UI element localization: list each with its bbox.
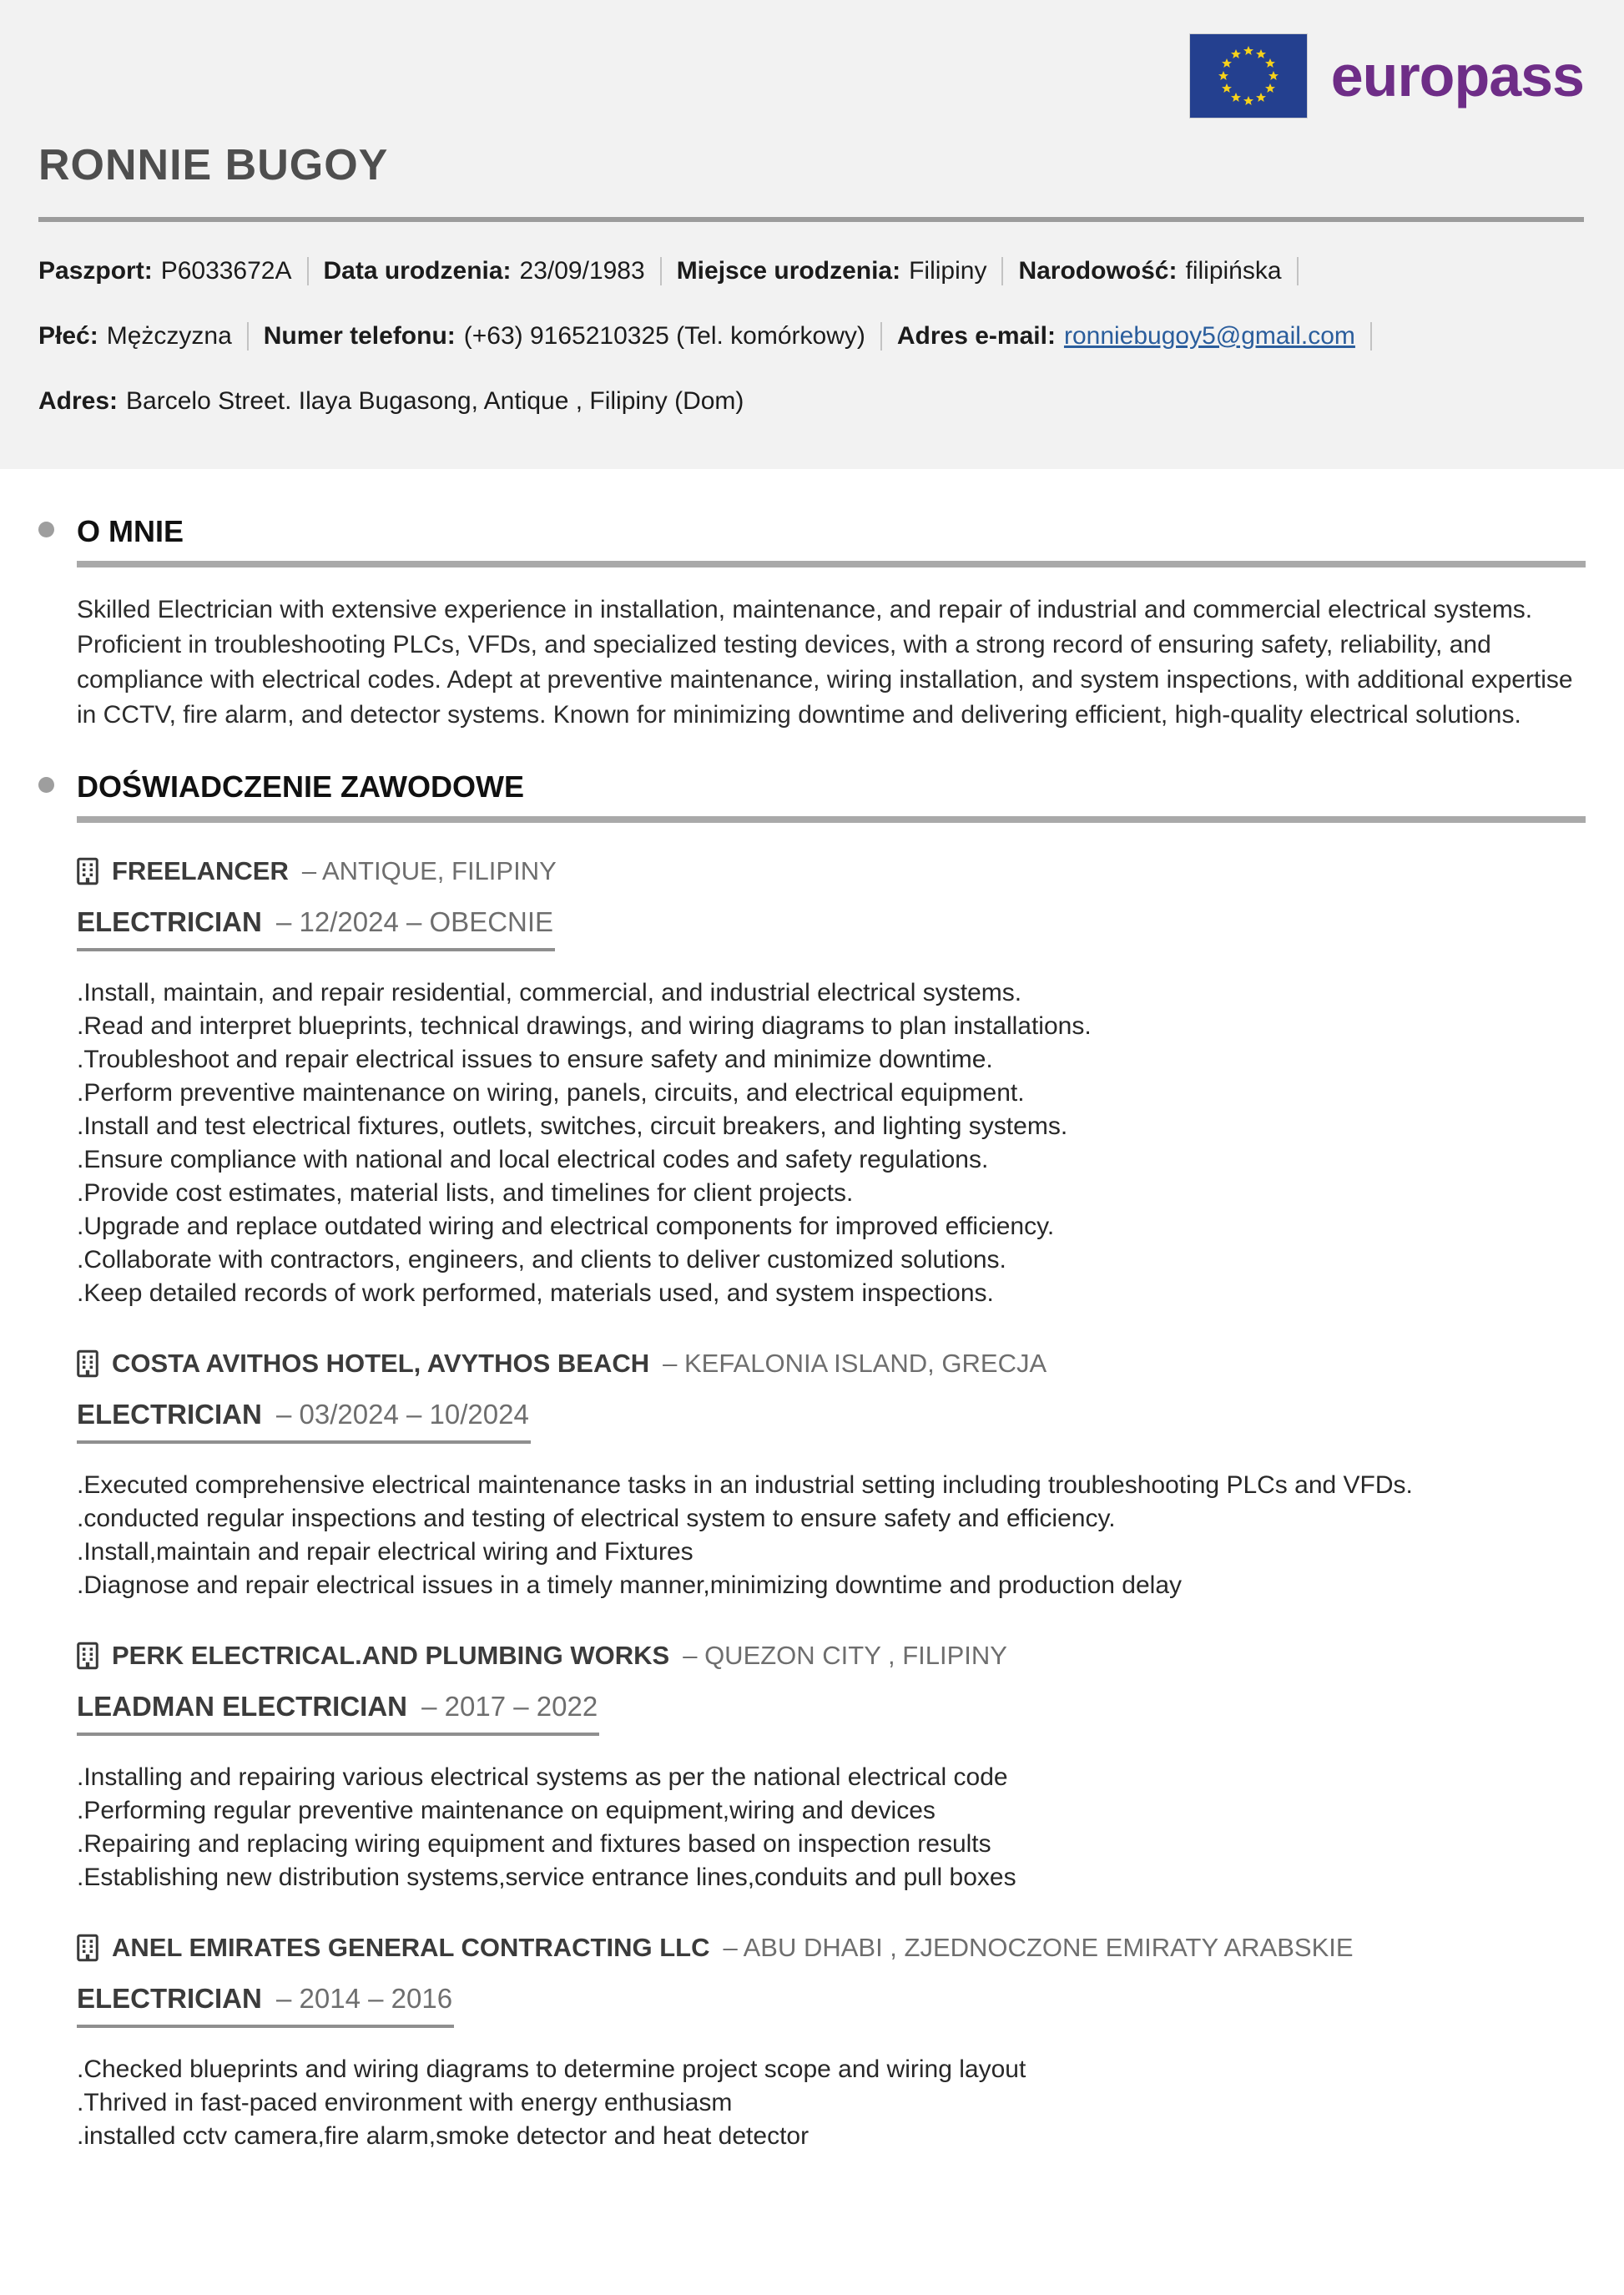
info-field-label: Miejsce urodzenia:	[676, 257, 901, 285]
europass-wordmark: europass	[1330, 43, 1584, 108]
info-row	[38, 257, 1584, 285]
job-duties	[77, 976, 1495, 1310]
job-location: – ABU DHABI , ZJEDNOCZONE EMIRATY ARABSKIE	[723, 1933, 1354, 1962]
duty-line: .Executed comprehensive electrical maintenance tasks in an industrial setting including troubleshooting PLCs and VFDs.	[77, 1471, 1413, 1499]
info-field	[324, 257, 645, 285]
about-section-divider	[77, 561, 1586, 567]
duty-line: .Provide cost estimates, material lists, and timelines for client projects.	[77, 1179, 854, 1207]
job-role: ELECTRICIAN	[77, 1983, 262, 2014]
info-field-label: Narodowość:	[1018, 257, 1178, 285]
info-field-label: Data urodzenia:	[323, 257, 512, 285]
duty-line: .Diagnose and repair electrical issues in a timely manner,minimizing downtime and production delay	[77, 1571, 1182, 1599]
info-field	[264, 322, 865, 351]
europass-logo	[38, 33, 1584, 119]
section-bullet-icon	[38, 522, 54, 537]
job-title-underlined	[77, 1399, 531, 1444]
cv-body	[0, 469, 1624, 2153]
job-location: – QUEZON CITY , FILIPINY	[683, 1641, 1007, 1670]
info-field-value: 23/09/1983	[519, 257, 645, 285]
info-field-value: Barcelo Street. Ilaya Bugasong, Antique , Filipiny (Dom)	[126, 387, 744, 415]
info-field	[38, 322, 232, 351]
field-separator	[880, 322, 882, 351]
field-separator	[247, 322, 249, 351]
info-field-label: Adres:	[38, 387, 119, 415]
job-entry	[77, 1349, 1586, 1602]
experience-section-head	[77, 769, 1586, 823]
field-separator	[1370, 322, 1372, 351]
job-duties	[77, 1761, 1495, 1894]
duty-line: .Read and interpret blueprints, technical drawings, and wiring diagrams to plan installations.	[77, 1012, 1092, 1040]
building-icon	[77, 857, 98, 885]
job-title-underlined	[77, 906, 555, 951]
duty-line: .Installing and repairing various electrical systems as per the national electrical code	[77, 1763, 1008, 1791]
about-section-title: O MNIE	[77, 514, 184, 548]
building-icon	[77, 1642, 98, 1670]
info-field-label: Adres e-mail:	[896, 322, 1056, 350]
duty-line: .Keep detailed records of work performed, materials used, and system inspections.	[77, 1279, 994, 1307]
section-bullet-icon	[38, 777, 54, 793]
building-icon	[77, 1934, 98, 1962]
field-separator	[307, 257, 309, 285]
job-title-line	[77, 886, 1586, 951]
duty-line: .Install and test electrical fixtures, outlets, switches, circuit breakers, and lighting systems.	[77, 1112, 1068, 1140]
job-dates: – 03/2024 – 10/2024	[276, 1399, 529, 1430]
duty-line: .Troubleshoot and repair electrical issues to ensure safety and minimize downtime.	[77, 1046, 993, 1073]
info-field-value: P6033672A	[160, 257, 292, 285]
section-about	[77, 469, 1586, 733]
job-role: ELECTRICIAN	[77, 906, 262, 937]
email-link[interactable]: ronniebugoy5@gmail.com	[1063, 322, 1355, 350]
job-company-row	[77, 1933, 1586, 1963]
info-field	[897, 322, 1355, 351]
info-field-value: (+63) 9165210325 (Tel. komórkowy)	[463, 322, 865, 350]
about-paragraph: Skilled Electrician with extensive experience in installation, maintenance, and repair of industrial and commercial electrical systems. Proficient in troubleshooting PLCs, VFDs, and specialized testing devices, with a strong record of ensuring safety, reliability, and compliance with electrical codes. Adept at preventive maintenance, wiring installation, and system inspections, with additional expertise in CCTV, fire alarm, and detector systems. Known for minimizing downtime and delivering efficient, high-quality electrical solutions.	[77, 596, 1573, 729]
field-separator	[660, 257, 662, 285]
info-field	[38, 387, 744, 416]
info-field-value: Mężczyzna	[106, 322, 232, 350]
duty-line: .Install,maintain and repair electrical wiring and Fixtures	[77, 1538, 693, 1566]
building-icon	[77, 1349, 98, 1378]
job-company: FREELANCER	[112, 856, 289, 885]
job-title-line	[77, 1671, 1586, 1736]
job-company-row	[77, 1641, 1586, 1671]
about-section-head	[77, 514, 1586, 567]
info-field-value: filipińska	[1185, 257, 1282, 285]
duty-line: .Checked blueprints and wiring diagrams to determine project scope and wiring layout	[77, 2055, 1026, 2083]
personal-info	[38, 257, 1584, 416]
field-separator	[1297, 257, 1299, 285]
info-field	[1018, 257, 1281, 285]
info-field-label: Płeć:	[38, 322, 98, 350]
section-experience	[77, 733, 1586, 2153]
header-divider	[38, 217, 1584, 222]
info-field-label: Paszport:	[38, 257, 153, 285]
info-row	[38, 322, 1584, 351]
job-company: ANEL EMIRATES GENERAL CONTRACTING LLC	[112, 1933, 710, 1962]
duty-line: .Install, maintain, and repair residential, commercial, and industrial electrical systems.	[77, 979, 1022, 1006]
job-company: COSTA AVITHOS HOTEL, AVYTHOS BEACH	[112, 1349, 650, 1378]
job-location: – ANTIQUE, FILIPINY	[301, 856, 557, 885]
job-title-underlined	[77, 1691, 599, 1736]
job-duties	[77, 1469, 1495, 1602]
header	[0, 0, 1624, 469]
duty-line: .installed cctv camera,fire alarm,smoke detector and heat detector	[77, 2122, 809, 2150]
info-field-value: Filipiny	[909, 257, 987, 285]
eu-flag-icon	[1189, 33, 1308, 119]
job-dates: – 12/2024 – OBECNIE	[276, 906, 554, 937]
job-list	[77, 856, 1586, 2153]
job-title-underlined	[77, 1983, 454, 2028]
job-entry	[77, 1641, 1586, 1894]
info-field-label: Numer telefonu:	[263, 322, 456, 350]
duty-line: .conducted regular inspections and testing of electrical system to ensure safety and efficiency.	[77, 1505, 1116, 1532]
job-company: PERK ELECTRICAL.AND PLUMBING WORKS	[112, 1641, 670, 1670]
info-field	[38, 257, 292, 285]
job-entry	[77, 856, 1586, 1310]
job-dates: – 2014 – 2016	[276, 1983, 453, 2014]
job-role: LEADMAN ELECTRICIAN	[77, 1691, 407, 1722]
job-location: – KEFALONIA ISLAND, GRECJA	[663, 1349, 1047, 1378]
duty-line: .Collaborate with contractors, engineers, and clients to deliver customized solutions.	[77, 1246, 1006, 1274]
info-field	[677, 257, 987, 285]
experience-section-title: DOŚWIADCZENIE ZAWODOWE	[77, 769, 524, 804]
job-role: ELECTRICIAN	[77, 1399, 262, 1430]
duty-line: .Ensure compliance with national and local electrical codes and safety regulations.	[77, 1146, 989, 1173]
job-dates: – 2017 – 2022	[421, 1691, 598, 1722]
job-title-line	[77, 1379, 1586, 1444]
info-row	[38, 387, 1584, 416]
duty-line: .Establishing new distribution systems,service entrance lines,conduits and pull boxes	[77, 1864, 1016, 1891]
field-separator	[1001, 257, 1003, 285]
duty-line: .Performing regular preventive maintenance on equipment,wiring and devices	[77, 1797, 936, 1824]
job-company-row	[77, 1349, 1586, 1379]
duty-line: .Thrived in fast-paced environment with energy enthusiasm	[77, 2089, 733, 2116]
job-company-row	[77, 856, 1586, 886]
duty-line: .Perform preventive maintenance on wiring, panels, circuits, and electrical equipment.	[77, 1079, 1025, 1107]
job-duties	[77, 2053, 1495, 2153]
duty-line: .Upgrade and replace outdated wiring and electrical components for improved efficiency.	[77, 1213, 1055, 1240]
experience-section-divider	[77, 816, 1586, 823]
duty-line: .Repairing and replacing wiring equipment and fixtures based on inspection results	[77, 1830, 991, 1858]
person-name: RONNIE BUGOY	[38, 141, 389, 189]
job-entry	[77, 1933, 1586, 2153]
job-title-line	[77, 1963, 1586, 2028]
